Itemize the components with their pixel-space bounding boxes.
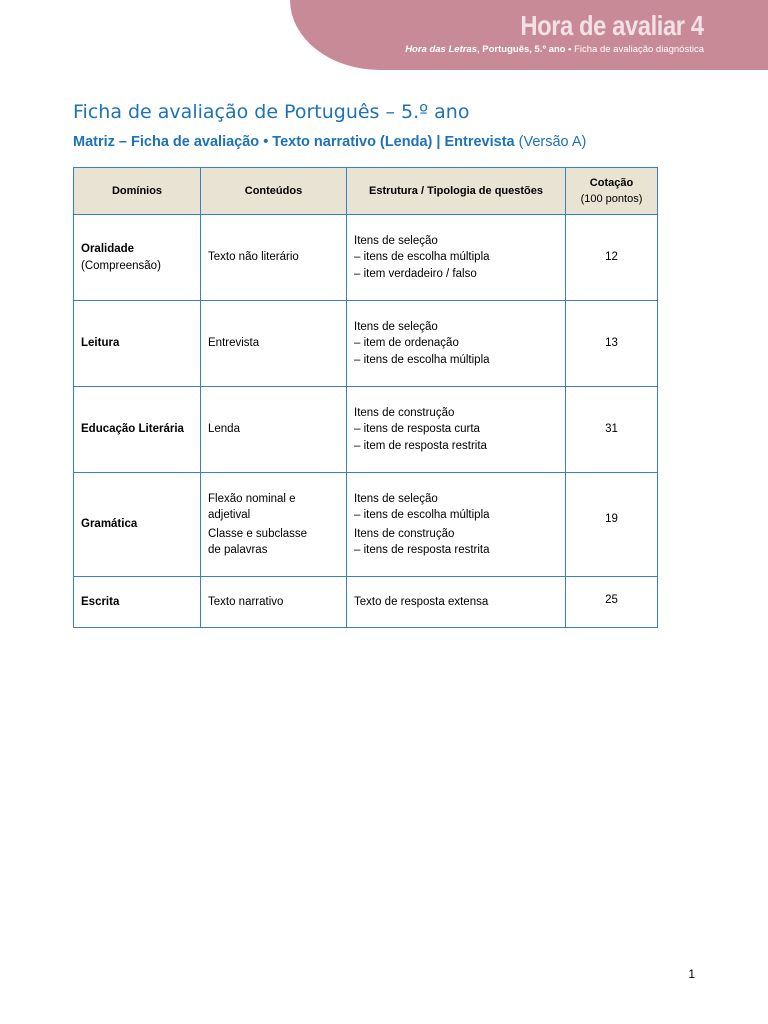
page-title: Ficha de avaliação de Português – 5.º ano — [73, 101, 470, 123]
domain-cell — [74, 387, 201, 473]
domain-cell — [74, 301, 201, 387]
contents-cell — [201, 215, 347, 301]
header-domains: Domínios — [74, 168, 201, 215]
score-cell: 12 — [566, 215, 658, 301]
table-row — [74, 577, 658, 628]
table-row — [74, 301, 658, 387]
structure-line: – item verdadeiro / falso — [354, 267, 477, 280]
structure-line: Itens de construção — [354, 527, 455, 540]
header-structure: Estrutura / Tipologia de questões — [347, 168, 566, 215]
domain-cell — [74, 577, 201, 628]
structure-line: – itens de resposta curta — [354, 423, 480, 436]
contents-cell — [201, 387, 347, 473]
structure-line: Itens de seleção — [354, 320, 438, 333]
contents-cell — [201, 301, 347, 387]
table-row — [74, 215, 658, 301]
page-subtitle — [73, 134, 586, 150]
domain-name: Oralidade — [81, 243, 135, 255]
score-cell: 25 — [566, 577, 658, 628]
score-cell: 31 — [566, 387, 658, 473]
course-name: , Português, 5.º ano — [477, 44, 566, 55]
domain-name: Leitura — [81, 337, 120, 350]
score-cell: 13 — [566, 301, 658, 387]
domain-cell — [74, 215, 201, 301]
book-name: Hora das Letras — [405, 44, 477, 55]
header-separator: • — [565, 44, 575, 55]
domain-name: Educação Literária — [81, 423, 184, 436]
contents-line: Flexão nominal e — [208, 492, 296, 505]
header-score-sub: (100 pontos) — [580, 193, 643, 205]
domain-sub: (Compreensão) — [81, 259, 161, 272]
domain-name: Gramática — [81, 518, 138, 531]
header-contents: Conteúdos — [201, 168, 347, 215]
header-score-title: Cotação — [589, 176, 634, 189]
structure-line: – item de ordenação — [354, 337, 459, 350]
structure-line: – itens de resposta restrita — [354, 544, 490, 556]
structure-line: Texto de resposta extensa — [354, 595, 489, 608]
structure-line: – itens de escolha múltipla — [354, 353, 490, 366]
assessment-matrix-table — [73, 167, 658, 628]
subtitle-main: Matriz – Ficha de avaliação • Texto narrativo (Lenda) | Entrevista — [73, 134, 515, 150]
sheet-type: Ficha de avaliação diagnóstica — [574, 44, 704, 55]
contents-cell — [201, 577, 347, 628]
contents-line: Texto não literário — [208, 251, 299, 264]
domain-cell — [74, 473, 201, 577]
contents-line: Classe e subclasse — [208, 527, 308, 540]
structure-line: – itens de escolha múltipla — [354, 509, 490, 521]
domain-name: Escrita — [81, 595, 120, 608]
structure-line: Itens de seleção — [354, 492, 438, 505]
structure-line: Itens de seleção — [354, 234, 438, 247]
header-subline — [405, 44, 704, 55]
structure-cell — [347, 387, 566, 473]
structure-cell — [347, 577, 566, 628]
subtitle-version: (Versão A) — [518, 134, 587, 150]
table-row — [74, 473, 658, 577]
brand-title: Hora de avaliar 4 — [520, 10, 704, 41]
structure-cell — [347, 473, 566, 577]
score-cell: 19 — [566, 473, 658, 577]
structure-cell — [347, 301, 566, 387]
contents-cell — [201, 473, 347, 577]
structure-line: Itens de construção — [354, 406, 455, 419]
contents-line: de palavras — [208, 544, 268, 556]
table-row — [74, 387, 658, 473]
structure-cell — [347, 215, 566, 301]
header-band — [290, 0, 768, 70]
structure-line: – itens de escolha múltipla — [354, 251, 490, 264]
contents-line: Texto narrativo — [208, 595, 284, 608]
page-number: 1 — [688, 967, 695, 981]
header-score — [566, 168, 658, 215]
structure-line: – item de resposta restrita — [354, 439, 487, 452]
contents-line: Lenda — [208, 423, 240, 436]
contents-line: Entrevista — [208, 337, 260, 350]
contents-line: adjetival — [208, 509, 251, 521]
table-header-row — [74, 168, 658, 215]
